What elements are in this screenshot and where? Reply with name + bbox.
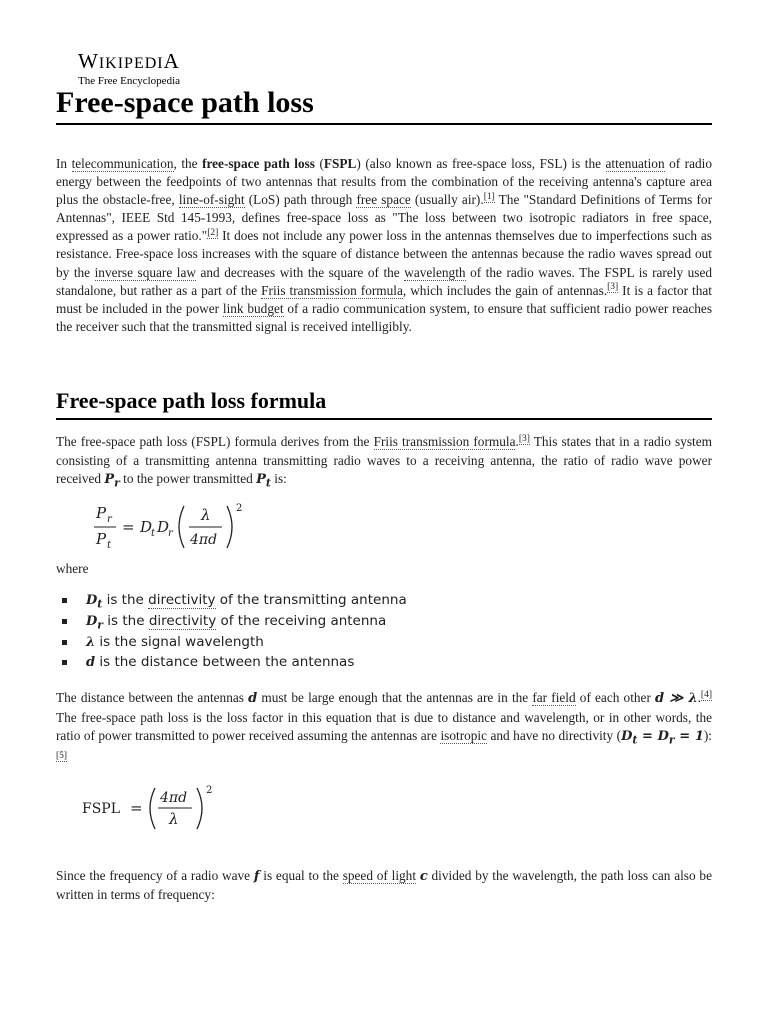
logo-wordmark: WIKIPEDIA (78, 49, 180, 73)
ref-1[interactable]: [1] (483, 191, 495, 202)
abbr-bold: FSPL (323, 156, 357, 171)
svg-text:t: t (107, 540, 112, 551)
link-telecommunication[interactable]: telecommunication (71, 156, 174, 171)
link-friis-formula[interactable]: Friis transmission formula (261, 282, 403, 298)
list-item: $D_t$ is the directivity of the transmitting antenna (60, 590, 407, 611)
bullet-icon (62, 640, 67, 645)
link-far-field[interactable]: far field (532, 690, 576, 705)
svg-text:4πd: 4πd (160, 790, 188, 806)
link-wavelength[interactable]: wavelength (404, 264, 466, 280)
math-pt: $P_t$ (256, 472, 271, 490)
ref-2[interactable]: [2] (207, 227, 219, 238)
math-pr: $P_r$ (104, 472, 120, 490)
svg-text:=: = (122, 518, 135, 536)
logo-tagline: The Free Encyclopedia (78, 75, 181, 87)
bullet-icon (62, 598, 67, 603)
link-free-space[interactable]: free space (356, 192, 411, 208)
link-isotropic[interactable]: isotropic (440, 728, 488, 743)
svg-text:2: 2 (236, 503, 243, 514)
svg-text:r: r (168, 528, 173, 539)
link-line-of-sight[interactable]: line-of-sight (178, 192, 245, 208)
link-speed-of-light[interactable]: speed of light (342, 868, 417, 883)
friis-ratio-formula (90, 496, 270, 556)
section-paragraph-3: Since the frequency of a radio wave f is equal to the speed of light c divided by the wavelength, the path loss can also be written in terms of frequency: (56, 868, 712, 903)
svg-text:λ: λ (201, 506, 211, 524)
svg-text:2: 2 (206, 785, 213, 796)
svg-text:=: = (130, 799, 143, 817)
svg-text:P: P (96, 530, 107, 548)
section-heading: Free-space path loss formula (56, 386, 712, 420)
svg-text:4πd: 4πd (190, 532, 218, 548)
svg-text:r: r (107, 514, 112, 525)
section-paragraph-1: The free-space path loss (FSPL) formula derives from the Friis transmission formula.[3] This states that in a radio system consisting of a transmitting antenna transmitting radio waves to a receiving antenna, the ratio of radio wave power received $P_r$ to the power transmitted $P_t$ is: (56, 433, 712, 490)
term-bold: free-space path loss (202, 156, 315, 171)
ref-4[interactable]: [4] (700, 689, 712, 700)
list-item: λ is the signal wavelength (60, 632, 407, 653)
svg-text:λ: λ (169, 810, 179, 828)
section-paragraph-2: The distance between the antennas d must be large enough that the antennas are in the far field of each other d ≫ λ.[4] The free-space path loss is the loss factor in this equation that is due to distance and wavelength, or in other words, the ratio of power transmitted to power received assuming the antennas are isotropic and have no directivity ($D_t = D_r$ = 1):[5] (56, 689, 712, 761)
definition-list (60, 590, 407, 673)
link-link-budget[interactable]: link budget (222, 300, 284, 316)
math-equal-directivity: $D_t = D_r = 1$ (621, 729, 704, 747)
bullet-icon (62, 660, 67, 665)
svg-text:P: P (96, 504, 107, 522)
where-label: where (56, 561, 89, 576)
page-title: Free-space path loss (56, 84, 712, 125)
svg-text:D: D (157, 518, 170, 536)
ref-5[interactable]: [5] (56, 750, 68, 761)
wikipedia-logo[interactable] (78, 50, 238, 87)
svg-text:t: t (151, 528, 156, 539)
lead-paragraph: In telecommunication, the free-space path loss (FSPL) (also known as free-space loss, FSL) is the attenuation of radio energy between the feedpoints of two antennas that results from the combination of the receiving antenna's capture area plus the obstacle-free, line-of-sight (LoS) path through free space (usually air).[1] The "Standard Definitions of Terms for Antennas", IEEE Std 145-1993, defines free-space loss as "The loss between two isotropic radiators in free space, expressed as a power ratio."[2] It does not include any power loss in the antennas themselves due to imperfections such as resistance. Free-space loss increases with the square of distance between the antennas because the radio waves spread out by the inverse square law and decreases with the square of the wavelength of the radio waves. The FSPL is rarely used standalone, but rather as a part of the Friis transmission formula, which includes the gain of antennas.[3] It is a factor that must be included in the power link budget of a radio communication system, to ensure that sufficient radio power reaches the receiver such that the transmitted signal is received intelligibly. (56, 156, 712, 334)
link-attenuation[interactable]: attenuation (605, 156, 665, 171)
fspl-formula (80, 782, 230, 832)
svg-text:FSPL: FSPL (82, 801, 121, 817)
ref-3-b[interactable]: [3] (518, 433, 530, 444)
link-directivity-2[interactable]: directivity (148, 612, 217, 629)
ref-3[interactable]: [3] (607, 282, 619, 293)
svg-text:D: D (140, 518, 153, 536)
link-inverse-square-law[interactable]: inverse square law (94, 264, 196, 280)
list-item: $D_r$ is the directivity of the receiving antenna (60, 611, 407, 632)
link-directivity[interactable]: directivity (148, 592, 216, 608)
bullet-icon (62, 619, 67, 624)
link-friis-formula-2[interactable]: Friis transmission formula (373, 434, 516, 449)
list-item: d is the distance between the antennas (60, 652, 407, 673)
